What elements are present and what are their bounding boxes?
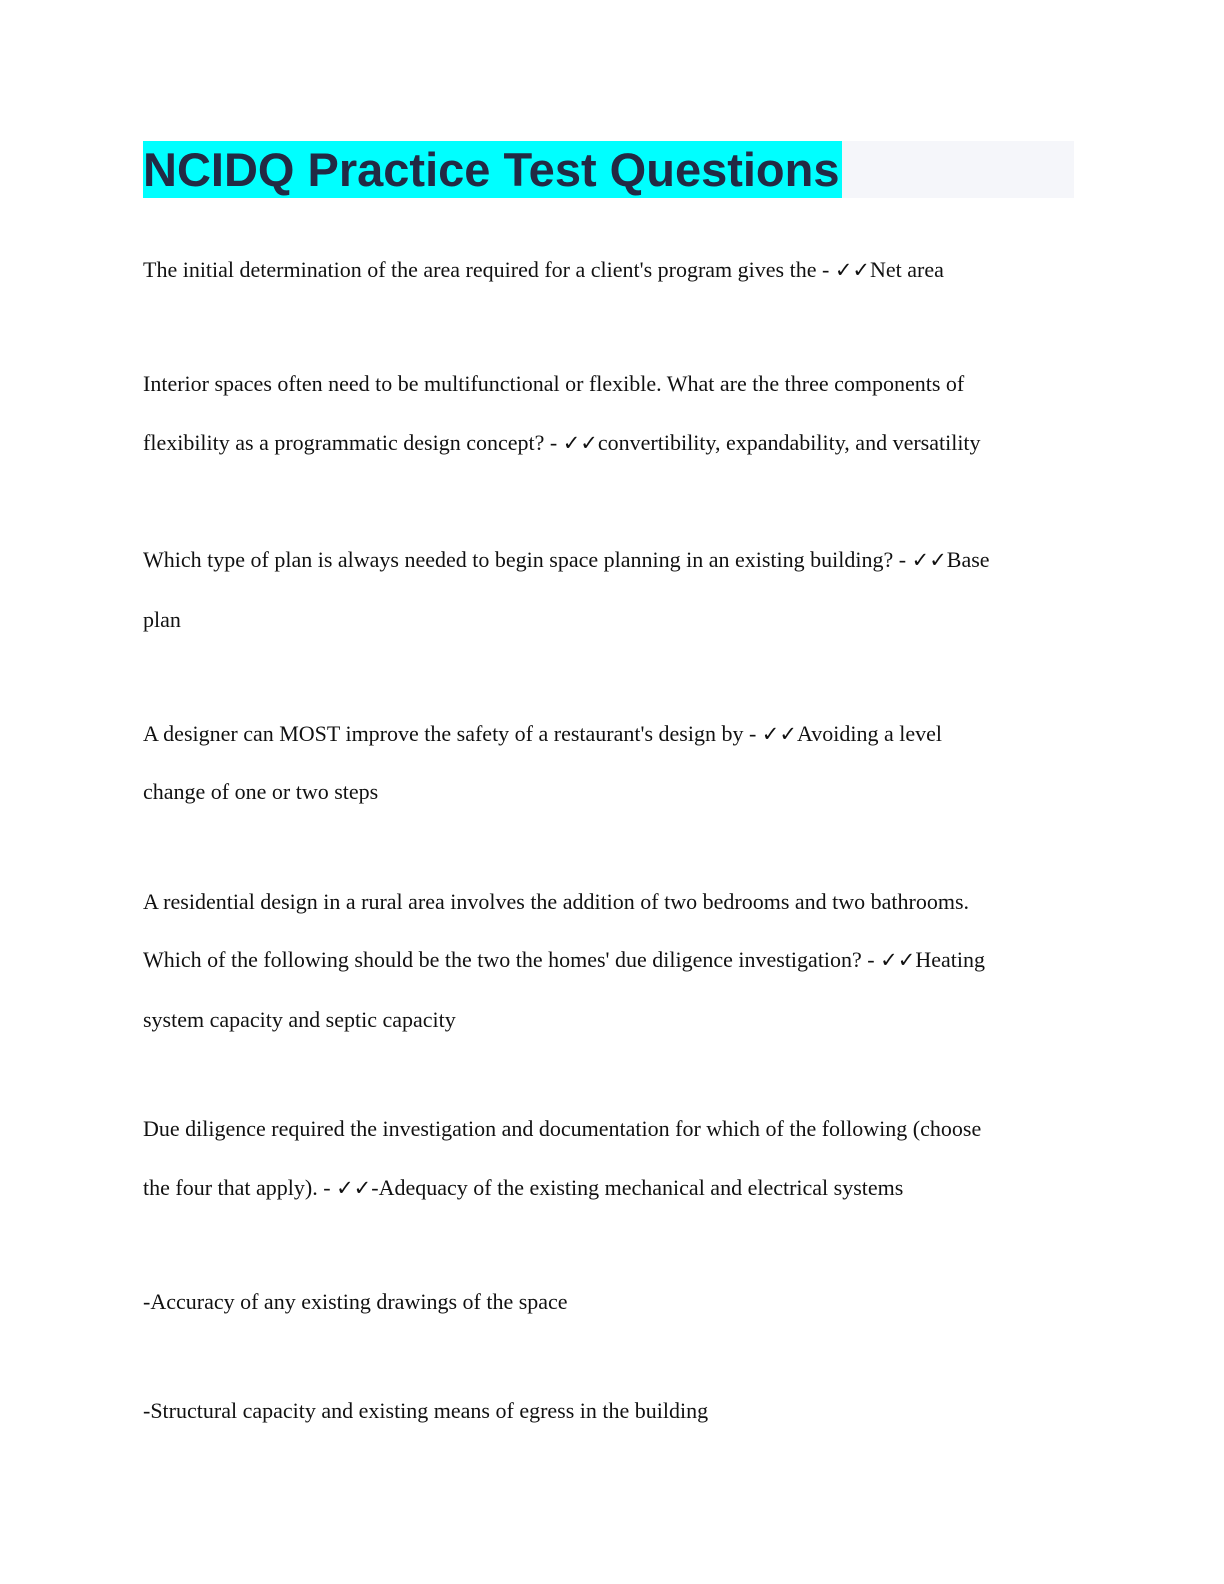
double-check-icon: ✓✓ xyxy=(880,948,916,972)
question-text: the four that apply). - xyxy=(143,1175,337,1200)
question-5-line-3: system capacity and septic capacity xyxy=(143,1007,456,1032)
answer-item: -Accuracy of any existing drawings of the space xyxy=(143,1289,568,1314)
double-check-icon: ✓✓ xyxy=(336,1176,372,1200)
question-text: Which of the following should be the two the homes' due diligence investigation? - xyxy=(143,947,881,972)
question-5-line-2 xyxy=(143,947,985,973)
answer-text: Net area xyxy=(870,257,944,282)
answer-text: convertibility, expandability, and versatility xyxy=(597,430,981,455)
question-text: A designer can MOST improve the safety of a restaurant's design by - xyxy=(143,721,762,746)
question-text: Which type of plan is always needed to begin space planning in an existing building? - xyxy=(143,547,912,572)
question-4-line-1 xyxy=(143,721,942,747)
question-4-line-2: change of one or two steps xyxy=(143,779,379,804)
double-check-icon: ✓✓ xyxy=(761,722,797,746)
double-check-icon: ✓✓ xyxy=(834,258,871,282)
question-3-line-2: plan xyxy=(143,607,181,632)
question-2-line-2 xyxy=(143,430,981,456)
answer-text: Heating xyxy=(915,947,985,972)
double-check-icon: ✓✓ xyxy=(562,431,598,455)
question-6-line-1: Due diligence required the investigation and documentation for which of the following (choose xyxy=(143,1116,982,1141)
question-6-line-2 xyxy=(143,1175,903,1201)
question-3-line-1 xyxy=(143,547,990,573)
answer-text: Avoiding a level xyxy=(797,721,942,746)
answer-text: -Adequacy of the existing mechanical and electrical systems xyxy=(371,1175,904,1200)
question-text: flexibility as a programmatic design concept? - xyxy=(143,430,563,455)
answer-text: Base xyxy=(946,547,990,572)
question-text: The initial determination of the area required for a client's program gives the - xyxy=(143,257,835,282)
double-check-icon: ✓✓ xyxy=(911,548,947,572)
question-5-line-1: A residential design in a rural area involves the addition of two bedrooms and two bathrooms. xyxy=(143,889,970,914)
answer-item: -Structural capacity and existing means of egress in the building xyxy=(143,1398,709,1423)
question-2-line-1: Interior spaces often need to be multifunctional or flexible. What are the three components of xyxy=(143,371,965,396)
page-title: NCIDQ Practice Test Questions xyxy=(143,143,840,196)
question-1-line-1 xyxy=(143,257,944,283)
